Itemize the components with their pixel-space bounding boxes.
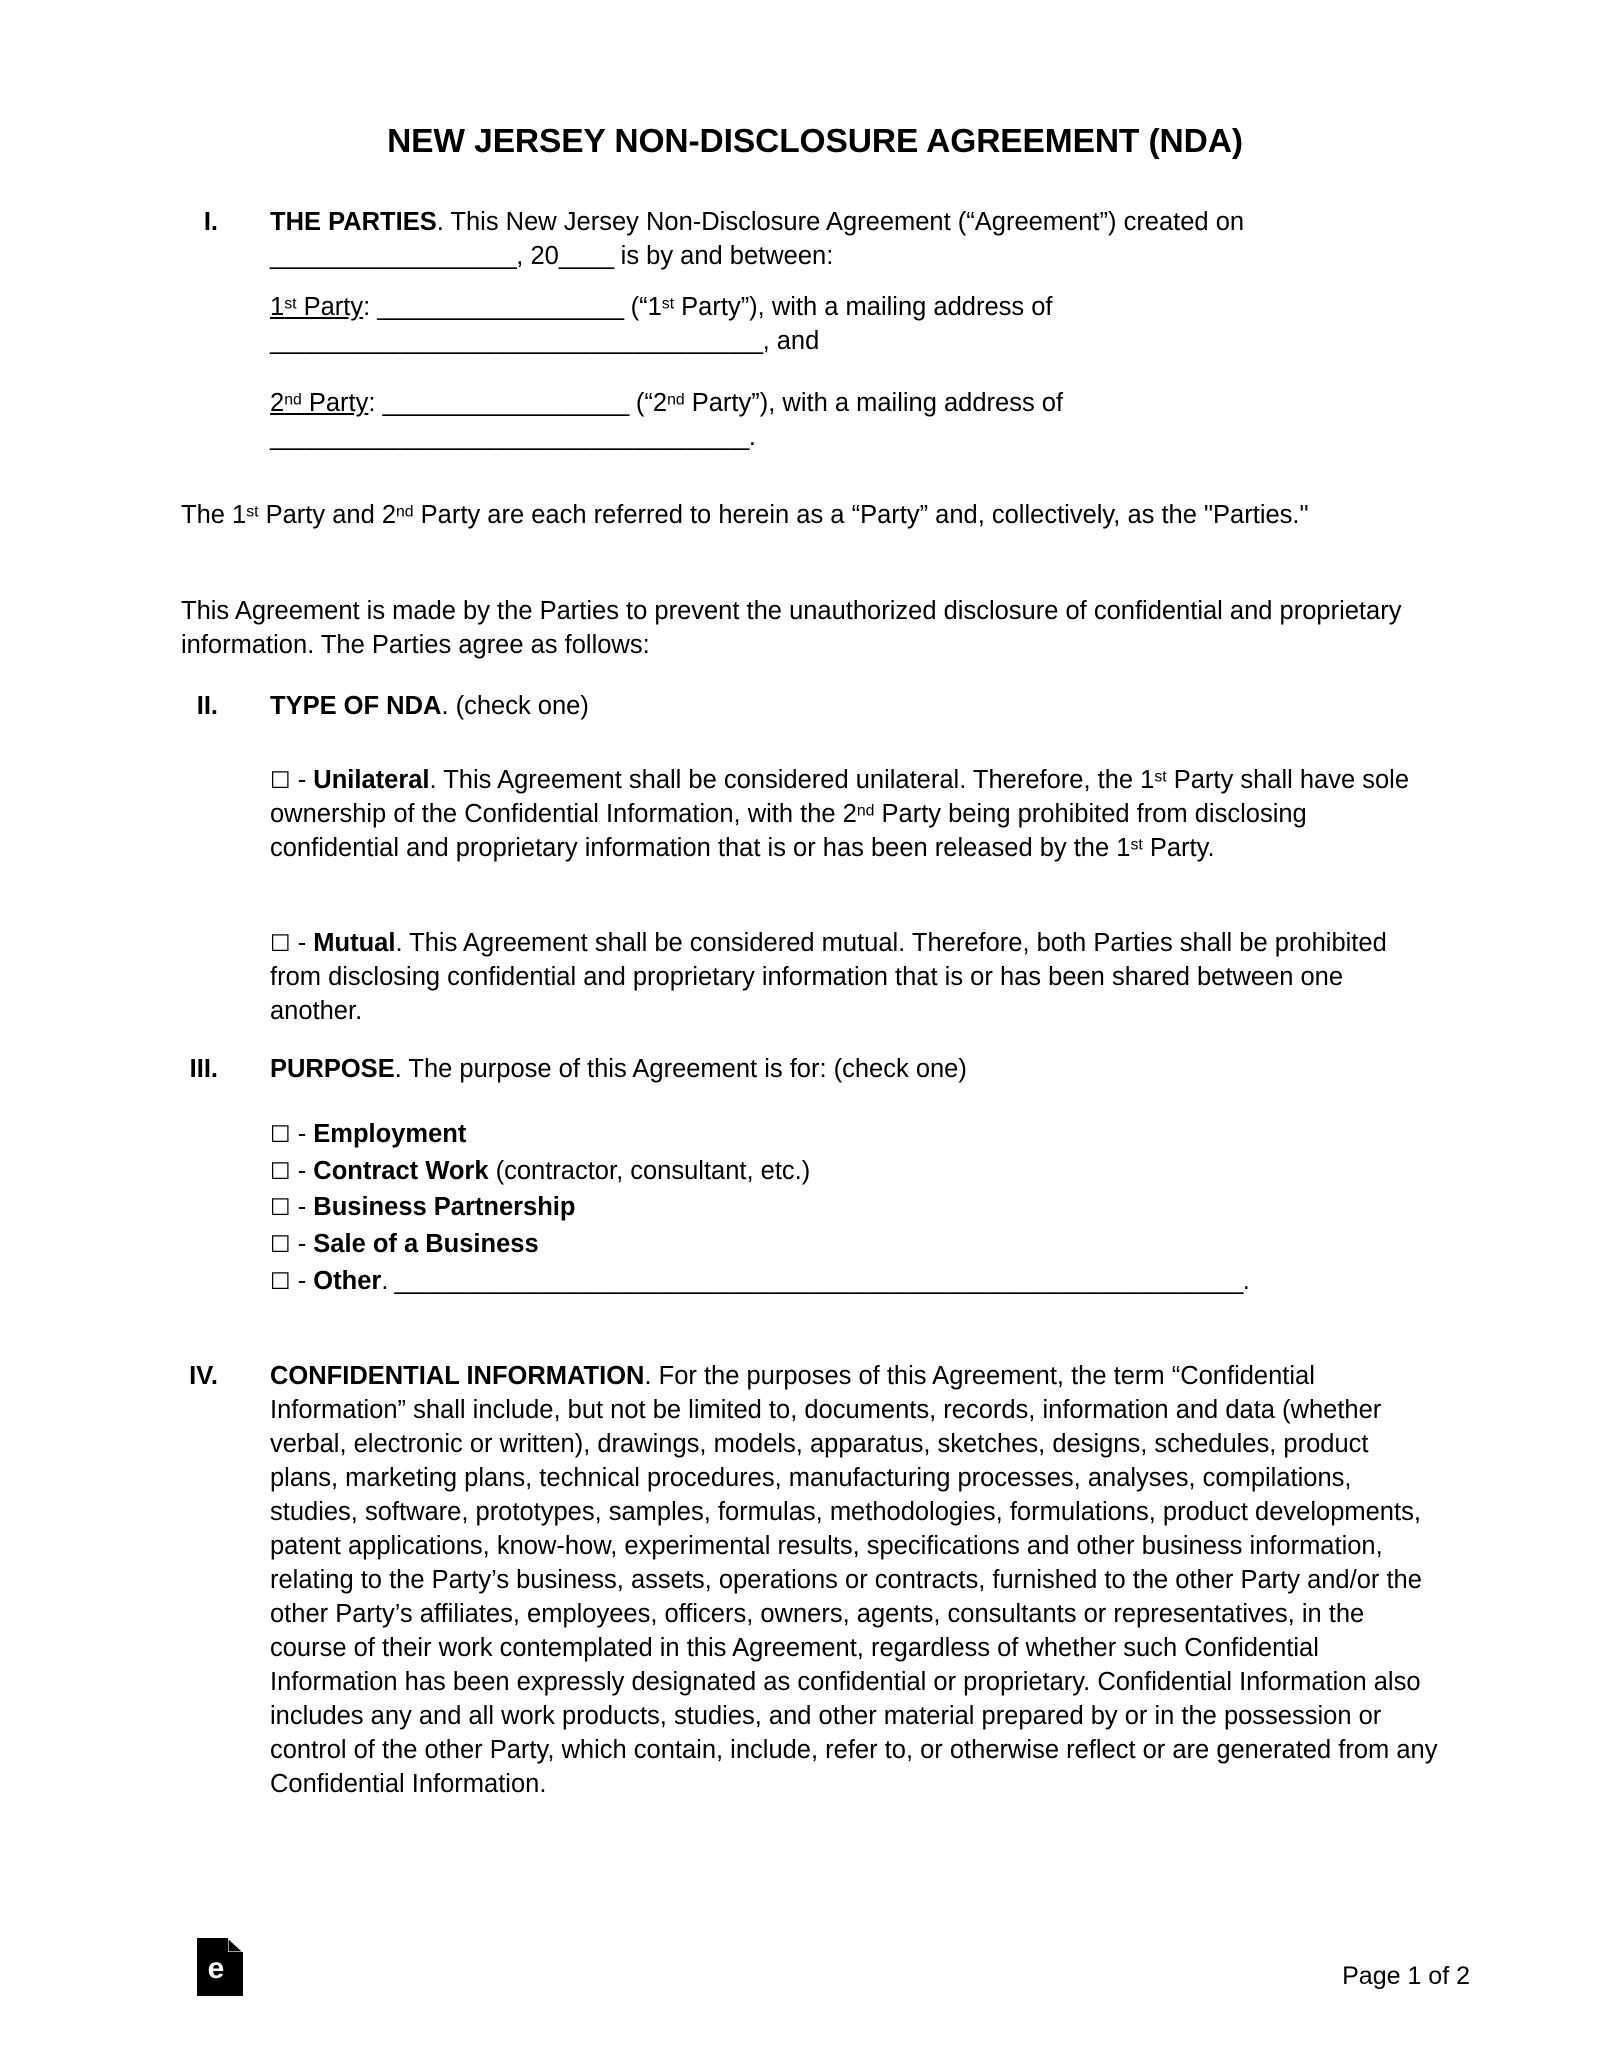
purpose-option-dash: - <box>290 1266 314 1295</box>
checkbox-icon[interactable]: ☐ <box>270 931 291 957</box>
party-1-word: Party <box>296 293 364 321</box>
party-2-after-b: Party”), with a mailing address of <box>684 389 1064 417</box>
parties-para-b: Party and 2 <box>258 501 397 529</box>
party-1-after-a: (“1 <box>623 293 662 321</box>
section-3-heading: PURPOSE <box>270 1055 395 1083</box>
option-unilateral-text-a: . This Agreement shall be considered unilateral. Therefore, the 1 <box>429 766 1155 794</box>
section-1-intro-b: , 20 <box>516 242 559 271</box>
purpose-option-suffix: (contractor, consultant, etc.) <box>488 1156 811 1185</box>
option-unilateral-text-d: Party. <box>1142 834 1215 863</box>
section-1-heading: THE PARTIES <box>270 208 437 236</box>
party-2-label <box>270 389 368 417</box>
party-1-number: 1 <box>270 293 285 321</box>
section-numeral-4: IV. <box>189 1362 218 1390</box>
purpose-option-label: Business Partnership <box>313 1193 576 1222</box>
section-4-text <box>218 1359 1440 1801</box>
section-2-text <box>218 689 1438 723</box>
section-purpose <box>140 1052 1438 1086</box>
party-2-tail: . <box>748 423 756 452</box>
party-1-label <box>270 293 363 321</box>
option-unilateral-ord1: st <box>1154 768 1167 786</box>
option-unilateral-text-c: Party being prohibited from disclosing confidential and proprietary information that is or has been released by the 1 <box>270 800 1307 863</box>
purpose-option-other[interactable] <box>270 1263 1438 1300</box>
party-2-name-blank[interactable]: __________________ <box>382 389 629 417</box>
option-mutual[interactable] <box>270 926 1438 1028</box>
purpose-option-sale-of-business[interactable] <box>270 1226 1438 1263</box>
page-number: Page 1 of 2 <box>1342 1962 1470 1990</box>
section-the-parties <box>164 205 1434 273</box>
option-unilateral-text-b: Party shall have sole ownership of the Confidential Information, with the 2 <box>270 766 1410 829</box>
section-3-heading-tail: . The purpose of this Agreement is for: (check one) <box>394 1055 967 1083</box>
checkbox-icon[interactable]: ☐ <box>270 1122 291 1148</box>
section-1-intro-c: is by and between: <box>613 242 834 271</box>
purpose-option-label: Sale of a Business <box>313 1230 539 1259</box>
eforms-logo <box>197 1938 243 1996</box>
year-blank[interactable]: ____ <box>558 242 614 271</box>
option-unilateral-label: Unilateral <box>313 766 430 794</box>
option-unilateral-dash: - <box>290 766 314 794</box>
party-1-after-ordinal: st <box>661 295 675 313</box>
purpose-option-label: Other <box>313 1266 382 1295</box>
parties-para-ord1: st <box>246 503 259 521</box>
party-1-name-blank[interactable]: __________________ <box>377 293 624 321</box>
party-1-after-b: Party”), with a mailing address of <box>674 293 1053 321</box>
section-numeral-1: I. <box>203 208 218 236</box>
checkbox-icon[interactable]: ☐ <box>270 1158 291 1185</box>
party-2-word: Party <box>301 389 369 417</box>
party-2-colon: : <box>368 389 383 417</box>
option-unilateral-ord2: nd <box>856 802 875 820</box>
section-numeral-2: II. <box>196 692 218 720</box>
purpose-other-blank[interactable]: . ______________________________________________________________. <box>381 1266 1250 1295</box>
option-mutual-dash: - <box>290 929 314 957</box>
section-3-text <box>218 1052 1438 1086</box>
date-blank[interactable]: __________________ <box>270 242 517 271</box>
purpose-of-agreement-paragraph: This Agreement is made by the Parties to prevent the unauthorized disclosure of confidential and proprietary information. The Parties agree as follows: <box>181 597 1402 660</box>
purpose-option-label: Contract Work <box>313 1156 489 1185</box>
section-2-heading: TYPE OF NDA <box>270 692 442 720</box>
purpose-option-dash: - <box>290 1120 314 1148</box>
purpose-option-dash: - <box>290 1193 314 1222</box>
purpose-option-business-partnership[interactable] <box>270 1189 1438 1226</box>
parties-definition-paragraph <box>181 498 1436 532</box>
purpose-options-list <box>270 1116 1438 1300</box>
party-1-line <box>270 290 1430 358</box>
section-confidential-information <box>140 1359 1440 1801</box>
logo-letter: e <box>207 1952 225 1985</box>
checkbox-icon[interactable]: ☐ <box>270 1232 291 1259</box>
parties-para-ord2: nd <box>396 503 414 521</box>
party-1-ordinal: st <box>284 295 297 313</box>
option-mutual-label: Mutual <box>313 929 396 957</box>
party-2-ordinal: nd <box>284 391 302 409</box>
option-unilateral[interactable] <box>270 763 1438 865</box>
section-2-heading-tail: . (check one) <box>441 692 589 720</box>
purpose-option-contract-work[interactable] <box>270 1153 1438 1190</box>
section-1-text <box>218 205 1434 273</box>
section-4-body: . For the purposes of this Agreement, the term “Confidential Information” shall include, but not be limited to, documents, records, information and data (whether verbal, electronic or written), drawings, models, apparatus, sketches, designs, schedules, product plans, marketing plans, technical procedures, manufacturing processes, analyses, compilations, studies, software, prototypes, samples, formulas, methodologies, formulations, product developments, patent applications, know-how, experimental results, specifications and other business information, relating to the Party’s business, assets, operations or contracts, furnished to the other Party and/or the other Party’s affiliates, employees, officers, owners, agents, consultants or representatives, in the course of their work contemplated in this Agreement, regardless of whether such Confidential Information has been expressly designated as confidential or proprietary. Confidential Information also includes any and all work products, studies, and other material prepared by or in the possession or control of the other Party, which contain, include, refer to, or otherwise reflect or are generated from any Confidential Information. <box>270 1362 1438 1799</box>
purpose-option-employment[interactable] <box>270 1116 1438 1153</box>
option-mutual-text: . This Agreement shall be considered mutual. Therefore, both Parties shall be prohibited from disclosing confidential and proprietary information that is or has been shared between one another. <box>270 929 1387 1026</box>
section-numeral-3: III. <box>189 1055 218 1083</box>
party-2-after-ordinal: nd <box>667 391 685 409</box>
option-unilateral-ord3: st <box>1130 836 1143 854</box>
party-1-tail: , and <box>762 327 820 356</box>
parties-para-c: Party are each referred to herein as a “Party” and, collectively, as the "Parties." <box>413 501 1309 529</box>
party-1-address-blank[interactable]: ____________________________________ <box>270 327 763 356</box>
checkbox-icon[interactable]: ☐ <box>270 1195 291 1222</box>
document-page-icon <box>197 1938 243 1996</box>
party-1-colon: : <box>363 293 378 321</box>
checkbox-icon[interactable]: ☐ <box>270 768 291 794</box>
purpose-option-dash: - <box>290 1156 314 1185</box>
purpose-option-label: Employment <box>313 1120 467 1148</box>
purpose-option-dash: - <box>290 1230 314 1259</box>
section-4-heading: CONFIDENTIAL INFORMATION <box>270 1362 645 1390</box>
section-1-intro-a: . This New Jersey Non-Disclosure Agreement (“Agreement”) created on <box>436 208 1245 236</box>
parties-para-a: The 1 <box>181 501 247 529</box>
party-2-after-a: (“2 <box>628 389 668 417</box>
party-2-number: 2 <box>270 389 285 417</box>
section-type-of-nda <box>148 689 1438 723</box>
checkbox-icon[interactable]: ☐ <box>270 1268 291 1295</box>
party-2-line <box>270 386 1430 454</box>
party-2-address-blank[interactable]: ___________________________________ <box>270 423 749 452</box>
page-title: NEW JERSEY NON-DISCLOSURE AGREEMENT (NDA) <box>387 123 1243 160</box>
